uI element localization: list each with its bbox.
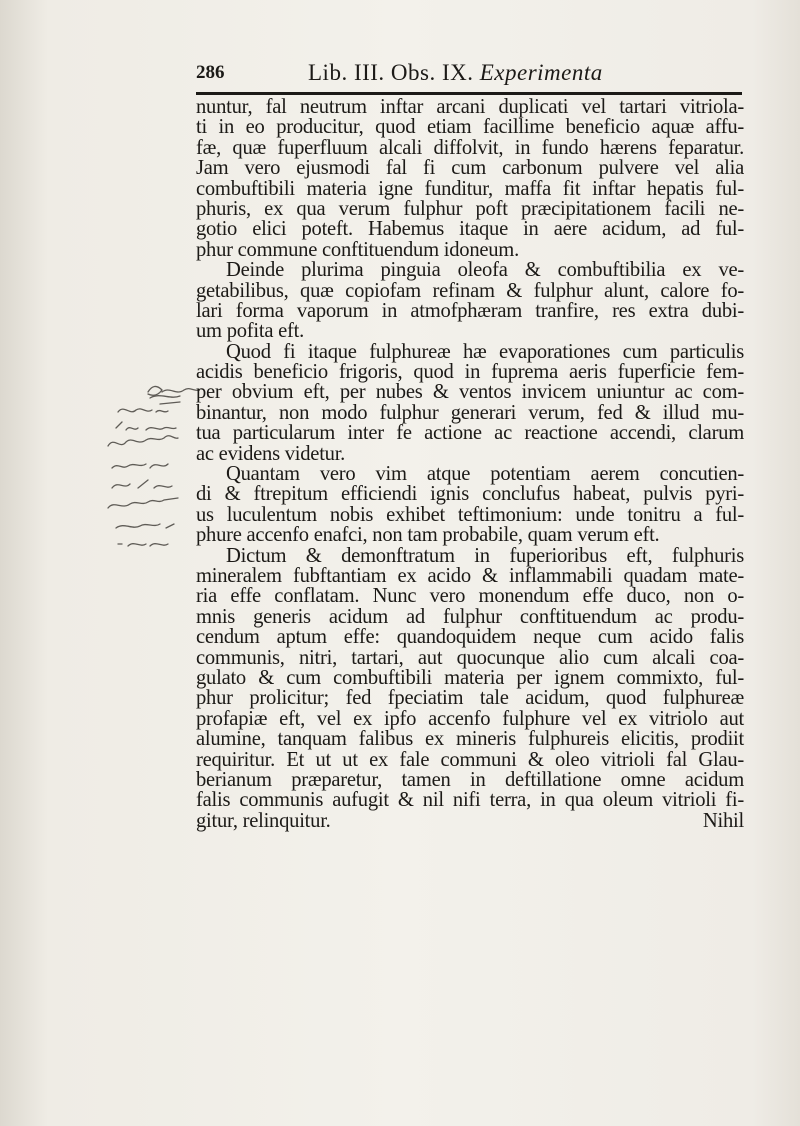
text-line: um pofita eft.: [196, 320, 305, 343]
text-line: ti in eo producitur, quod etiam facillime beneficio aquæ affu-: [196, 116, 744, 139]
scribble-9: [116, 524, 174, 528]
text-line: ac evidens videtur.: [196, 442, 346, 465]
text-line: binantur, non modo fulphur generari verum, fed & illud mu-: [196, 401, 744, 424]
text-line: cendum aptum effe: quandoquidem neque cum acido falis: [196, 626, 744, 649]
text-line: phure accenfo enafci, non tam probabile, quam verum eft.: [196, 524, 660, 547]
text-line: phur prolicitur; fed fpeciatim tale acidum, quod fulphureæ: [196, 687, 744, 710]
text-line: falis communis aufugit & nil nifi terra, in qua oleum vitrioli fi-: [196, 789, 744, 812]
text-line: phur commune conftituendum idoneum.: [196, 238, 519, 261]
scribble-6: [112, 464, 168, 468]
scribble-4: [116, 422, 176, 430]
text-line: mineralem fubftantiam ex acido & inflammabili quadam mate-: [196, 564, 744, 587]
text-line: lari forma vaporum in atmofphæram tranfire, res extra dubi-: [196, 299, 744, 322]
scribble-10: [118, 544, 168, 546]
text-line: gitur, relinquitur.: [196, 809, 331, 832]
text-line: combuftibili materia igne funditur, maffa fit inftar hepatis ful-: [196, 177, 744, 200]
scribble-2: [118, 409, 168, 412]
text-line: Jam vero ejusmodi fal fi cum carbonum pulvere vel alia: [196, 157, 744, 180]
body-text: [196, 97, 744, 831]
text-line: Dictum & demonftratum in fuperioribus eft, fulphuris: [226, 544, 744, 567]
text-line: Quantam vero vim atque potentiam aerem concutien-: [226, 463, 744, 486]
page-number: 286: [196, 62, 225, 83]
text-line: mnis generis acidum ad fulphur conftituendum ac produ-: [196, 605, 744, 628]
scribble-3: [150, 396, 180, 404]
text-line: per obvium eft, per nubes & ventos invicem uniuntur ac com-: [196, 381, 744, 404]
text-line: Deinde plurima pinguia oleofa & combuftibilia ex ve-: [226, 259, 744, 282]
text-line: gulato & cum combuftibili materia per ignem commixto, ful-: [196, 666, 744, 689]
marginalia-scribbles: [0, 0, 200, 1126]
scribble-5: [108, 436, 178, 446]
scribble-8: [108, 498, 178, 508]
text-line: requiritur. Et ut ut ex fale communi & oleo vitrioli fal Glau-: [196, 748, 744, 771]
text-line: ria effe conflatam. Nunc vero monendum effe duco, non o-: [196, 585, 744, 608]
running-head-roman: Lib. III. Obs. IX.: [308, 60, 474, 85]
text-line: Quod fi itaque fulphureæ hæ evaporationes cum particulis: [226, 340, 744, 363]
text-line: di & ftrepitum efficiendi ignis conclufus habeat, pulvis pyri-: [196, 483, 744, 506]
running-head: [308, 60, 603, 86]
scribble-1: [148, 386, 200, 395]
text-line: berianum præparetur, tamen in deftillatione omne acidum: [196, 768, 744, 791]
text-line: acidis beneficio frigoris, quod in fuprema aeris fuperficie fem-: [196, 361, 744, 384]
text-line: phuris, ex qua verum fulphur poft præcipitationem facili ne-: [196, 197, 744, 220]
text-line: profapiæ eft, vel ex ipfo accenfo fulphure vel ex vitriolo aut: [196, 707, 744, 730]
catchword: Nihil: [702, 809, 744, 832]
text-line: nuntur, fal neutrum inftar arcani duplicati vel tartari vitriola-: [196, 96, 744, 118]
page-header: [196, 62, 736, 92]
text-line: alumine, tanquam falibus ex mineris fulphureis elicitis, prodiit: [196, 728, 744, 751]
text-line: us luculentum nobis exhibet teftimonium: unde tonitru a ful-: [196, 503, 744, 526]
running-head-italic: Experimenta: [479, 60, 603, 85]
handwritten-marginalia: [0, 0, 200, 1126]
text-line: fæ, quæ fuperfluum alcali diffolvit, in fundo hærens feparatur.: [196, 136, 744, 159]
text-line: communis, nitri, tartari, aut quocunque alio cum alcali coa-: [196, 646, 744, 669]
text-line: gotio elici poteft. Habemus itaque in aere acidum, ad ful-: [196, 218, 744, 241]
scribble-7: [112, 480, 172, 488]
text-line: getabilibus, quæ copiofam refinam & fulphur alunt, calore fo-: [196, 279, 744, 302]
text-line: tua particularum inter fe actione ac reactione accendi, clarum: [196, 422, 744, 445]
header-rule: [196, 92, 742, 95]
